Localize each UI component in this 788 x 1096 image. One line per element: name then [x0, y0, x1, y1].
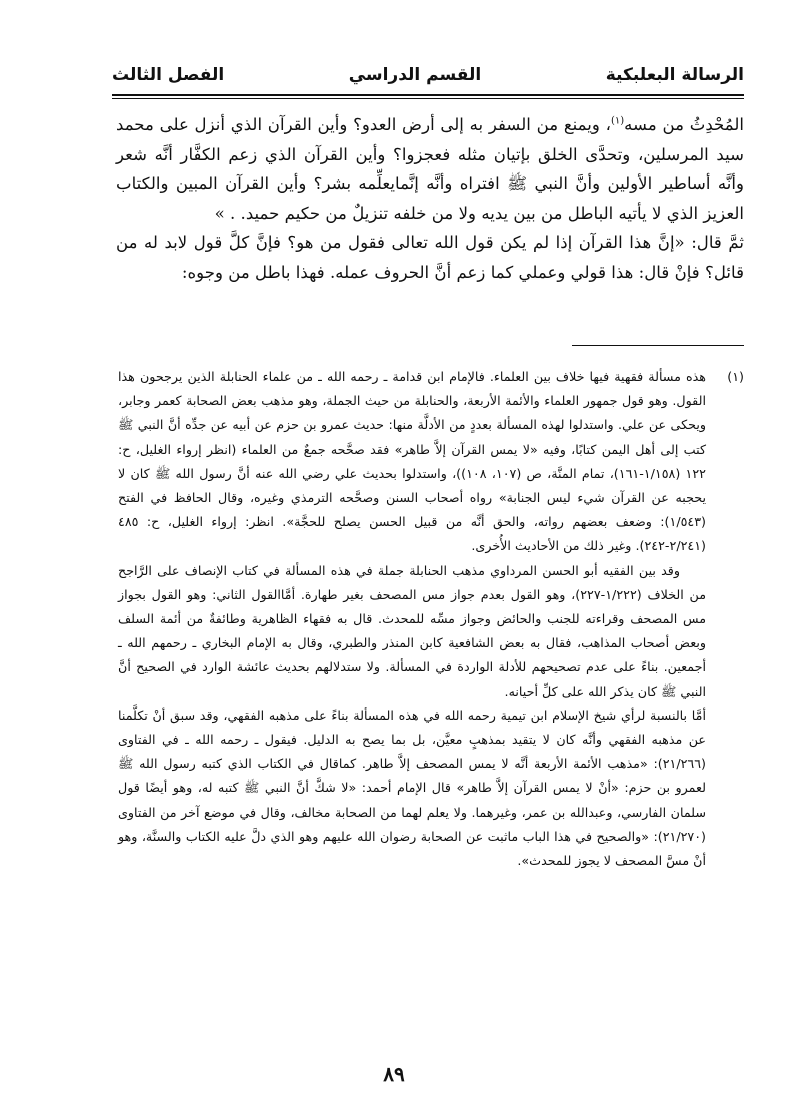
main-text [116, 110, 744, 287]
running-header [112, 58, 744, 92]
header-rule-thin [112, 98, 744, 99]
footnote-separator [572, 345, 744, 346]
main-paragraph-1 [116, 110, 744, 228]
footnote [118, 365, 744, 873]
book-title: الرسالة البعلبكية [605, 65, 744, 85]
footnote-number: (١) [727, 369, 744, 384]
footnote-body [118, 365, 706, 873]
main-paragraph-2: ثمَّ قال: «إنَّ هذا القرآن إذا لم يكن قول الله تعالى فقول من هو؟ فإنَّ كلَّ قول لابد له من قائل؟ فإنْ قال: هذا قولي وعملي كما زعم أنَّ الحروف عمله. فهذا باطل من وجوه: [116, 233, 744, 282]
footnote-paragraph-1: هذه مسألة فقهية فيها خلاف بين العلماء. فالإمام ابن قدامة ـ رحمه الله ـ من علماء الحنابلة الذين يرجحون هذا القول. وهو قول جمهور العلماء والأئمة الأربعة، والحنابلة من حيث الجملة، وهو مذهب بعض الصحابة كعمر وجابر، ويحكى عن علي. واستدلوا لهذه المسألة بعددٍ من الأدلَّة منها: حديث عمرو بن حزم عن أبيه عن جدِّه أنَّ النبي ﷺ كتب إلى أهل اليمن كتابًا، وفيه «لا يمس القرآن إلاَّ طاهر» فقد صحَّحه جمعٌ من العلماء (انظر إرواء الغليل، ح: ١٢٢ (١/١٥٨-١٦١)، تمام المنَّة، ص (١٠٧، ١٠٨))، واستدلوا بحديث علي رضي الله عنه أنَّ رسول الله ﷺ كان لا يحجبه عن القرآن شيء ليس الجنابة» رواه أصحاب السنن وصحَّحه الترمذي وغيره، وقال الحافظ في الفتح (١/٥٤٣): وضعف بعضهم رواته، والحق أنَّه من قبيل الحسن يصلح للحجَّة». انظر: إرواء الغليل، ح: ٤٨٥ (٢/٢٤١-٢٤٢). وغير ذلك من الأحاديث الأُخرى. [118, 369, 706, 554]
header-rule [112, 94, 744, 96]
footnote-reference: (١) [610, 115, 625, 127]
main-text-start: المُحْدِثُ من مسه [624, 115, 744, 134]
footnote-paragraph-2: وقد بين الفقيه أبو الحسن المرداوي مذهب الحنابلة جملة في هذه المسألة في كتاب الإنصاف على الرَّاجح من الخلاف (١/٢٢٢-٢٢٧)، وهو القول بعدم جواز مس المصحف بغير طهارة. أمَّاالقول الثاني: وهو القول بجواز مس المصحف وقراءته للجنب والحائض وجواز مسِّه للمحدث. قال به فقهاء الظاهرية وطائفةٌ من أئمة السلف وبعض أصحاب المذاهب، فقال به بعض الشافعية كابن المنذر والطبري، وقال به الإمام البخاري ـ رحمهم الله ـ أجمعين. بناءً على عدم تصحيحهم للأدلة الواردة في المسألة. ولا ستدلالهم بحديث عائشة الوارد في الصحيح أنَّ النبي ﷺ كان يذكر الله على كلِّ أحيانه. [118, 562, 706, 699]
page-number: ٨٩ [383, 1062, 405, 1086]
chapter-title: الفصل الثالث [112, 65, 225, 85]
section-title: القسم الدراسي [348, 65, 482, 85]
footnote-paragraph-3: أمَّا بالنسبة لرأي شيخ الإسلام ابن تيمية رحمه الله في هذه المسألة بناءً على مذهبه الفقهي، وقد سبق أنْ تكلَّمنا عن مذهبه الفقهي وأنَّه كان لا يتقيد بمذهبٍ معيَّن، بل بما يصح به الدليل. فيقول ـ رحمه الله ـ في الفتاوى (٢١/٢٦٦): «مذهب الأئمة الأربعة أنَّه لا يمس المصحف إلاَّ طاهر. كماقال في الكتاب الذي كتبه رسول الله ﷺ لعمرو بن حزم: «أنْ لا يمس القرآن إلاَّ طاهر» قال الإمام أحمد: «لا شكَّ أنَّ النبي ﷺ كتبه له، وهو أيضًا قول سلمان الفارسي، وعبدالله بن عمر، وغيرهما. ولا يعلم لهما من الصحابة مخالف، وقال في موضع آخر من الفتاوى (٢١/٢٧٠): «والصحيح في هذا الباب ماثبت عن الصحابة رضوان الله عليهم وهو الذي دلَّ عليه الكتاب والسنَّة، وهو أنْ مسَّ المصحف لا يجوز للمحدث». [118, 707, 706, 869]
main-text-continued: ، ويمنع من السفر به إلى أرض العدو؟ وأين القرآن الذي أنزل على محمد سيد المرسلين، وتحدَّى الخلق بإتيان مثله فعجزوا؟ وأين القرآن الذي زعم الكفَّار أنَّه شعر وأنَّه أساطير الأولين وأنَّ النبي ﷺ افتراه وأنَّه إنَّمايعلِّمه بشر؟ وأين القرآن المبين والكتاب العزيز الذي لا يأتيه الباطل من بين يديه ولا من خلفه تنزيلٌ من حكيم حميد. . » [116, 115, 744, 223]
